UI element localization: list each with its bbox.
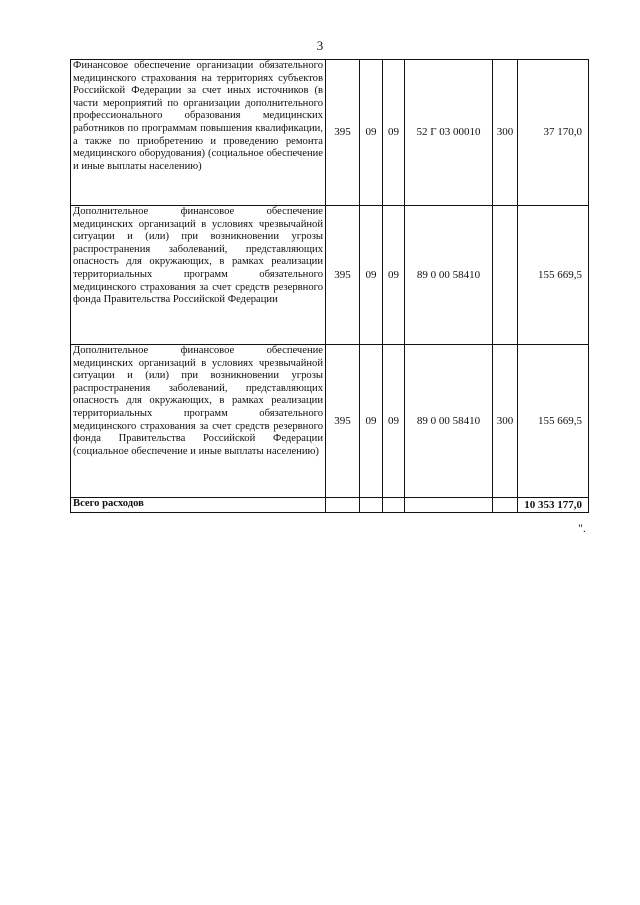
row-amount: 155 669,5 — [518, 345, 589, 498]
expense-type-code: 300 — [493, 345, 518, 498]
total-label: Всего расходов — [71, 498, 326, 513]
subsection-code: 09 — [383, 345, 405, 498]
row-description: Финансовое обеспечение организации обязательного медицинского страхования на территориях субъектов Российской Федерации за счет иных источников (в части мероприятий по организации дополнительного профессионального образования медицинских работников по программам повышения квалификации, а также по приобретению и проведению ремонта медицинского оборудования) (социальное обеспечение и иные выплаты населению) — [71, 60, 326, 206]
expense-type-code: 300 — [493, 60, 518, 206]
target-article-code: 52 Г 03 00010 — [405, 60, 493, 206]
expense-type-code — [493, 206, 518, 345]
row-description: Дополнительное финансовое обеспечение медицинских организаций в условиях чрезвычайной ситуации и (или) при возникновении угрозы распространения заболеваний, представляющих опасность для окружающих, в рамках реализации территориальных программ обязательного медицинского страхования за счет средств резервного фонда Правительства Российской Федерации (социальное обеспечение и иные выплаты населению) — [71, 345, 326, 498]
table-row — [71, 206, 589, 345]
subsection-code: 09 — [383, 60, 405, 206]
table-row — [71, 345, 589, 498]
row-description: Дополнительное финансовое обеспечение медицинских организаций в условиях чрезвычайной ситуации и (или) при возникновении угрозы распространения заболеваний, представляющих опасность для окружающих, в рамках реализации территориальных программ обязательного медицинского страхования за счет средств резервного фонда Правительства Российской Федерации — [71, 206, 326, 345]
table-row — [71, 60, 589, 206]
subsection-code: 09 — [383, 206, 405, 345]
target-article-code: 89 0 00 58410 — [405, 206, 493, 345]
closing-quote-mark: ". — [578, 521, 586, 535]
section-code: 09 — [360, 345, 383, 498]
section-code: 09 — [360, 206, 383, 345]
ministry-code: 395 — [326, 60, 360, 206]
budget-table — [70, 59, 589, 513]
target-article-code: 89 0 00 58410 — [405, 345, 493, 498]
total-row — [71, 498, 589, 513]
section-code: 09 — [360, 60, 383, 206]
total-amount: 10 353 177,0 — [518, 498, 589, 513]
ministry-code: 395 — [326, 345, 360, 498]
page-number: 3 — [316, 38, 324, 53]
row-amount: 37 170,0 — [518, 60, 589, 206]
row-amount: 155 669,5 — [518, 206, 589, 345]
ministry-code: 395 — [326, 206, 360, 345]
